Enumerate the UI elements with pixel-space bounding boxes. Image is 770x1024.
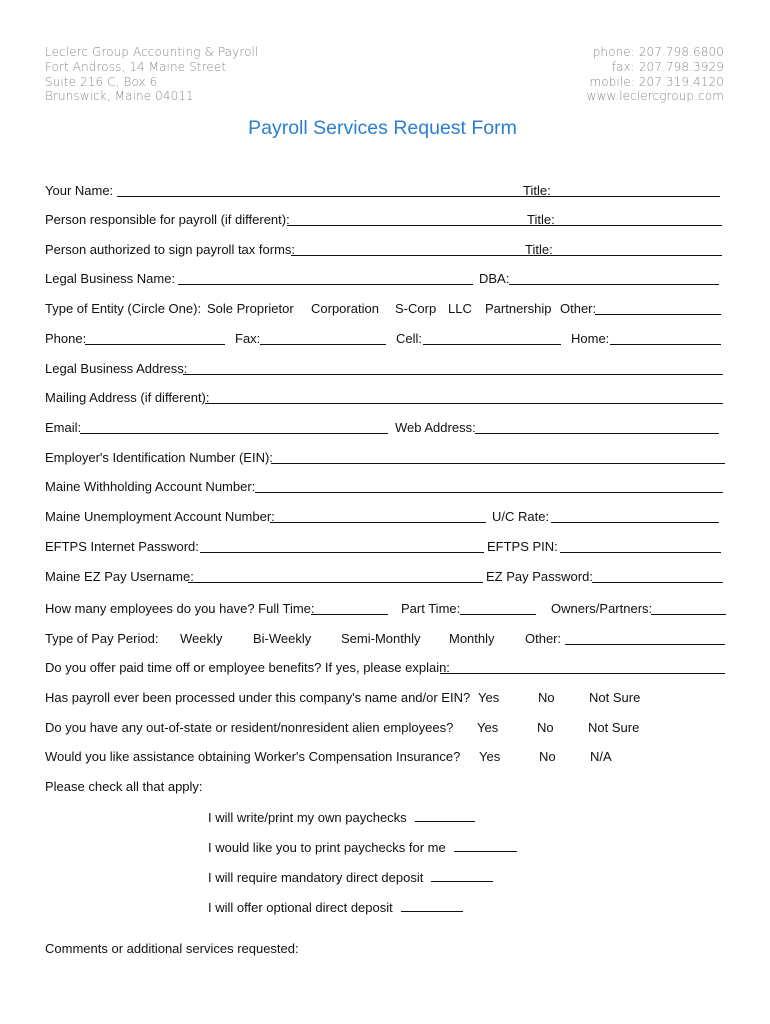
person-responsible-label: Person responsible for payroll (if different): xyxy=(45,212,290,227)
row-email-web xyxy=(45,420,725,438)
ez-pay-password-field[interactable] xyxy=(592,582,723,583)
check-item xyxy=(208,899,463,915)
pay-period-other-field[interactable] xyxy=(565,644,725,645)
entity-option-corporation[interactable]: Corporation xyxy=(311,301,379,316)
home-label: Home: xyxy=(571,331,610,346)
address-line-1: Fort Andross, 14 Maine Street xyxy=(45,59,227,74)
row-legal-business-name xyxy=(45,271,725,289)
pay-period-monthly[interactable]: Monthly xyxy=(449,631,495,646)
cell-label: Cell: xyxy=(396,331,423,346)
maine-withholding-label: Maine Withholding Account Number: xyxy=(45,479,256,494)
row-employees xyxy=(45,601,725,619)
web-address-field[interactable] xyxy=(475,433,719,434)
person-authorized-label: Person authorized to sign payroll tax forms: xyxy=(45,242,296,257)
title-field-1[interactable] xyxy=(555,196,720,197)
question-text: Has payroll ever been processed under this company's name and/or EIN? xyxy=(45,690,471,705)
part-time-label: Part Time: xyxy=(401,601,461,616)
check-item xyxy=(208,839,517,855)
row-person-authorized xyxy=(45,242,725,260)
legal-business-address-label: Legal Business Address: xyxy=(45,361,188,376)
phone-label: Phone: xyxy=(45,331,87,346)
check-all-heading-row xyxy=(45,779,725,797)
entity-option-sole-proprietor[interactable]: Sole Proprietor xyxy=(207,301,294,316)
check-item xyxy=(208,809,475,825)
option-na[interactable]: N/A xyxy=(590,749,612,764)
row-phone-numbers xyxy=(45,331,725,349)
uc-rate-label: U/C Rate: xyxy=(492,509,550,524)
entity-type-label: Type of Entity (Circle One): xyxy=(45,301,202,316)
pto-question-label: Do you offer paid time off or employee benefits? If yes, please explain: xyxy=(45,660,450,675)
form-title: Payroll Services Request Form xyxy=(248,117,517,139)
maine-unemployment-field[interactable] xyxy=(270,522,486,523)
row-maine-withholding xyxy=(45,479,725,497)
option-not-sure[interactable]: Not Sure xyxy=(589,690,641,705)
mailing-address-label: Mailing Address (if different): xyxy=(45,390,210,405)
pay-period-semi-monthly[interactable]: Semi-Monthly xyxy=(341,631,421,646)
dba-label: DBA: xyxy=(479,271,510,286)
entity-other-field[interactable] xyxy=(595,314,721,315)
option-no[interactable]: No xyxy=(539,749,556,764)
person-responsible-field[interactable] xyxy=(287,225,567,226)
home-field[interactable] xyxy=(610,344,721,345)
cell-field[interactable] xyxy=(423,344,561,345)
ez-pay-username-label: Maine EZ Pay Username: xyxy=(45,569,194,584)
eftps-password-field[interactable] xyxy=(200,552,484,553)
row-pay-period xyxy=(45,631,725,649)
maine-withholding-field[interactable] xyxy=(255,492,723,493)
row-ez-pay xyxy=(45,569,725,587)
row-maine-unemployment xyxy=(45,509,725,527)
eftps-pin-label: EFTPS PIN: xyxy=(487,539,558,554)
title-field-3[interactable] xyxy=(555,255,722,256)
entity-option-partnership[interactable]: Partnership xyxy=(485,301,552,316)
phone-field[interactable] xyxy=(85,344,225,345)
ez-pay-username-field[interactable] xyxy=(188,582,483,583)
row-pto xyxy=(45,660,725,678)
question-row xyxy=(45,690,725,708)
comments-label: Comments or additional services requested: xyxy=(45,941,299,956)
address-line-3: Brunswick, Maine 04011 xyxy=(45,89,194,104)
owners-partners-field[interactable] xyxy=(651,614,726,615)
contact-mobile: mobile: 207.319.4120 xyxy=(589,74,724,89)
title-label-1: Title: xyxy=(523,183,551,198)
legal-business-address-field[interactable] xyxy=(183,374,723,375)
fax-field[interactable] xyxy=(260,344,386,345)
your-name-label: Your Name: xyxy=(45,183,114,198)
question-row xyxy=(45,720,725,738)
comments-row xyxy=(45,941,725,959)
pay-period-bi-weekly[interactable]: Bi-Weekly xyxy=(253,631,312,646)
owners-partners-label: Owners/Partners: xyxy=(551,601,653,616)
entity-option-s-corp[interactable]: S-Corp xyxy=(395,301,437,316)
contact-fax: fax: 207.798.3929 xyxy=(611,59,724,74)
legal-business-name-label: Legal Business Name: xyxy=(45,271,176,286)
eftps-pin-field[interactable] xyxy=(560,552,721,553)
company-contact-block xyxy=(587,45,724,104)
row-mailing-address xyxy=(45,390,725,408)
your-name-field[interactable] xyxy=(117,196,565,197)
title-field-2[interactable] xyxy=(557,225,722,226)
full-time-field[interactable] xyxy=(311,614,388,615)
contact-web: www.leclercgroup.com xyxy=(586,89,724,104)
address-line-2: Suite 216 C, Box 6 xyxy=(45,74,158,89)
pto-field[interactable] xyxy=(440,673,725,674)
uc-rate-field[interactable] xyxy=(551,522,719,523)
check-item-label: I will require mandatory direct deposit xyxy=(208,870,424,885)
company-name: Leclerc Group Accounting & Payroll xyxy=(45,45,259,59)
check-item xyxy=(208,869,493,885)
option-yes[interactable]: Yes xyxy=(478,690,500,705)
row-your-name xyxy=(45,183,725,201)
email-label: Email: xyxy=(45,420,82,435)
entity-option-other[interactable]: Other: xyxy=(560,301,597,316)
option-yes[interactable]: Yes xyxy=(479,749,501,764)
fax-label: Fax: xyxy=(235,331,261,346)
row-eftps xyxy=(45,539,725,557)
option-no[interactable]: No xyxy=(537,720,554,735)
check-all-heading: Please check all that apply: xyxy=(45,779,203,794)
title-label-2: Title: xyxy=(527,212,555,227)
pay-period-weekly[interactable]: Weekly xyxy=(180,631,223,646)
check-item-blank[interactable] xyxy=(454,839,517,852)
title-label-3: Title: xyxy=(525,242,553,257)
company-address-block xyxy=(45,45,258,104)
ein-label: Employer's Identification Number (EIN): xyxy=(45,450,273,465)
check-item-label: I will offer optional direct deposit xyxy=(208,900,393,915)
ein-field[interactable] xyxy=(271,463,725,464)
check-item-label: I will write/print my own paychecks xyxy=(208,810,407,825)
legal-business-name-field[interactable] xyxy=(178,284,473,285)
eftps-password-label: EFTPS Internet Password: xyxy=(45,539,199,554)
question-text: Would you like assistance obtaining Worker's Compensation Insurance? xyxy=(45,749,461,764)
row-legal-business-address xyxy=(45,361,725,379)
question-text: Do you have any out-of-state or resident/nonresident alien employees? xyxy=(45,720,454,735)
row-entity-type xyxy=(45,301,725,319)
option-yes[interactable]: Yes xyxy=(477,720,499,735)
row-person-responsible xyxy=(45,212,725,230)
check-item-blank[interactable] xyxy=(431,869,493,882)
maine-unemployment-label: Maine Unemployment Account Number: xyxy=(45,509,275,524)
web-address-label: Web Address: xyxy=(395,420,476,435)
option-no[interactable]: No xyxy=(538,690,555,705)
check-item-blank[interactable] xyxy=(401,899,463,912)
ez-pay-password-label: EZ Pay Password: xyxy=(486,569,593,584)
dba-field[interactable] xyxy=(509,284,719,285)
contact-phone: phone: 207.798.6800 xyxy=(592,45,724,59)
check-item-blank[interactable] xyxy=(415,809,475,822)
question-row xyxy=(45,749,725,767)
employees-question-label: How many employees do you have? Full Time: xyxy=(45,601,315,616)
pay-period-label: Type of Pay Period: xyxy=(45,631,159,646)
entity-option-llc[interactable]: LLC xyxy=(448,301,472,316)
option-not-sure[interactable]: Not Sure xyxy=(588,720,640,735)
email-field[interactable] xyxy=(80,433,388,434)
part-time-field[interactable] xyxy=(460,614,536,615)
mailing-address-field[interactable] xyxy=(205,403,723,404)
check-item-label: I would like you to print paychecks for me xyxy=(208,840,446,855)
row-ein xyxy=(45,450,725,468)
pay-period-other[interactable]: Other: xyxy=(525,631,562,646)
